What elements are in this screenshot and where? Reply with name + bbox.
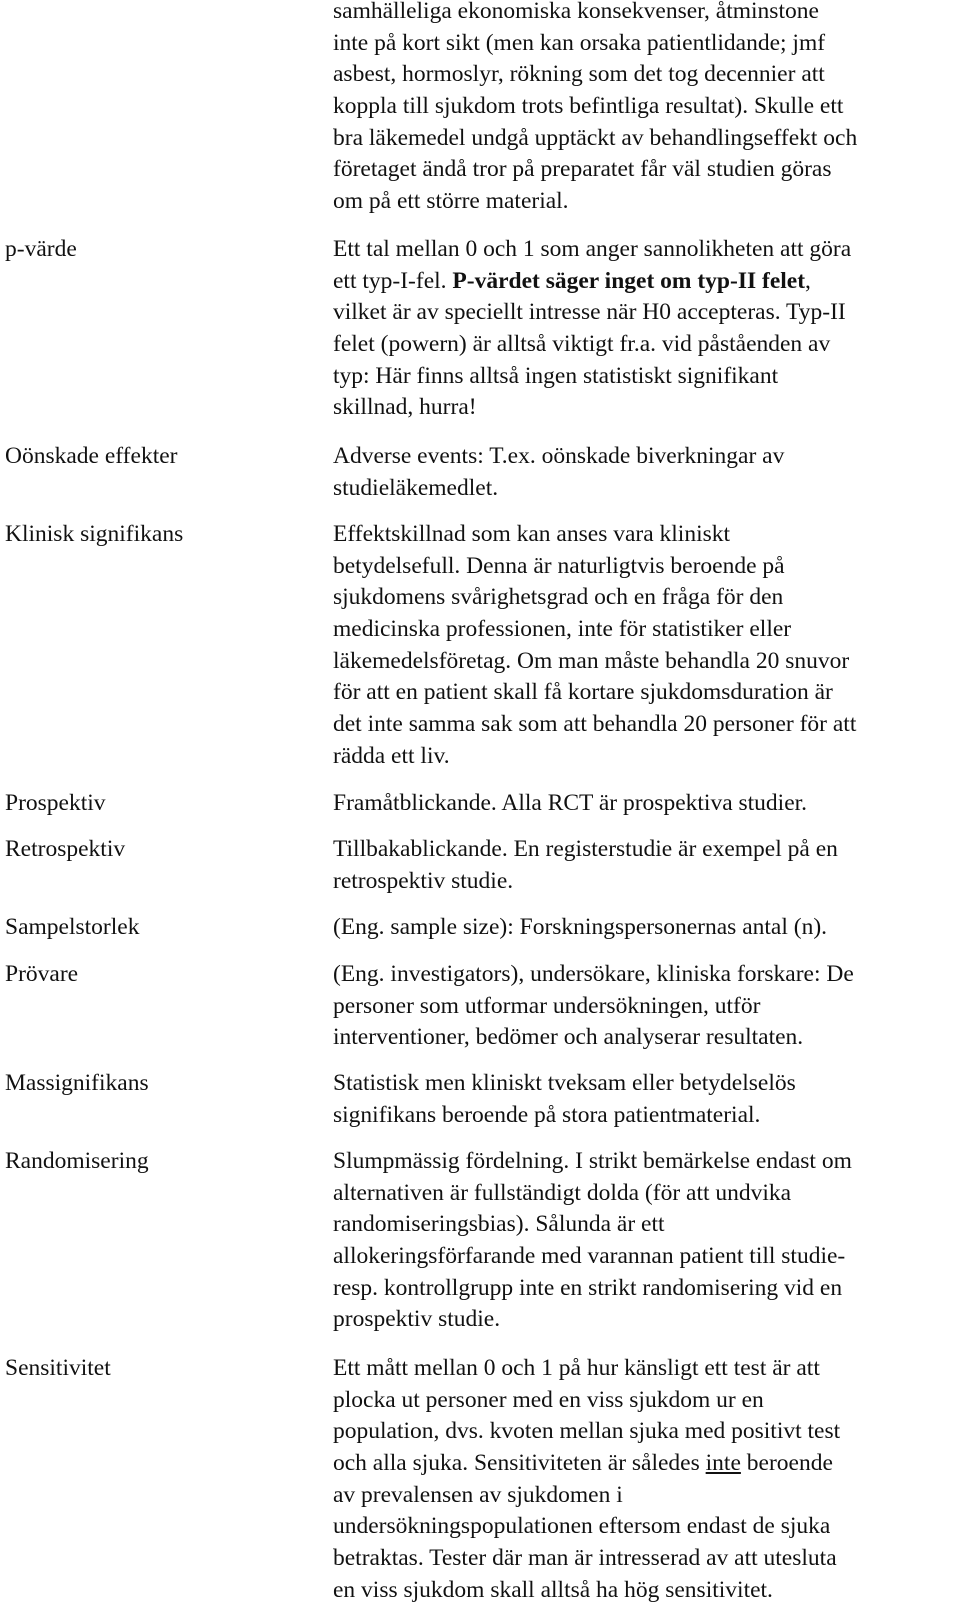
underlined-word: inte [705, 1450, 741, 1477]
definition-text: Ett mått mellan 0 och 1 på hur känsligt ett test är att plocka ut personer med en viss sjukdom ur en population, dvs. kvoten mellan sjuka med positivt test och alla sjuka. Sensitiviteten är således inte beroende av prevalensen av sjukdomen i undersökningspopulationen eftersom endast de sjuka betraktas. Tester där man är intresserad av att utesluta en viss sjukdom skall alltså ha hög sensitivitet. [333, 1355, 841, 1603]
definition-text: Tillbakablickande. En registerstudie är exempel på en retrospektiv studie. [333, 836, 838, 894]
bold-statement: P-värdet säger inget om typ-II felet [452, 267, 806, 294]
definition-text: (Eng. sample size): Forskningspersonernas antal (n). [333, 914, 828, 940]
term-massignifikans: Massignifikans [5, 1070, 149, 1096]
definition-text: Ett tal mellan 0 och 1 som anger sannolikheten att göra ett typ-I-fel. P-värdet säger inget om typ-II felet, vilket är av speciellt intresse när H0 accepteras. Typ-II felet (powern) är alltså viktigt fr.a. vid påståenden av typ: Här finns alltså ingen statistiskt signifikant skillnad, hurra! [333, 236, 852, 421]
definition-text: Statistisk men kliniskt tveksam eller betydelselös signifikans beroende på stora patientmaterial. [333, 1070, 796, 1128]
term-retrospektiv: Retrospektiv [5, 836, 126, 862]
term-randomisering: Randomisering [5, 1148, 149, 1174]
definition-text: Slumpmässig fördelning. I strikt bemärkelse endast om alternativen är fullständigt dolda (för att undvika randomiseringsbias). Sålunda är ett allokeringsförfarande med varannan patient till studie- resp. kontrollgrupp inte en strikt randomisering vid en prospektiv studie. [333, 1148, 852, 1333]
definition-text: Effektskillnad som kan anses vara kliniskt betydelsefull. Denna är naturligtvis beroende på sjukdomens svårighetsgrad och en fråga för den medicinska professionen, inte för statistiker eller läkemedelsföretag. Om man måste behandla 20 snuvor för att en patient skall få kortare sjukdomsduration är det inte samma sak som att behandla 20 personer för att rädda ett liv. [333, 521, 857, 769]
term-provare: Prövare [5, 961, 79, 987]
term-sensitivitet: Sensitivitet [5, 1355, 111, 1381]
term-klinisk-signifikans: Klinisk signifikans [5, 521, 184, 547]
term-sampelstorlek: Sampelstorlek [5, 914, 140, 940]
term-prospektiv: Prospektiv [5, 790, 106, 816]
definition-text: samhälleliga ekonomiska konsekvenser, åtminstone inte på kort sikt (men kan orsaka patientlidande; jmf asbest, hormoslyr, rökning som det tog decennier att koppla till sjukdom trots befintliga resultat). Skulle ett bra läkemedel undgå upptäckt av behandlingseffekt och företaget ändå tror på preparatet får väl studien göras om på ett större material. [333, 0, 858, 215]
term-p-varde: p-värde [5, 236, 77, 262]
term-oonskade-effekter: Oönskade effekter [5, 443, 178, 469]
definition-text: Framåtblickande. Alla RCT är prospektiva studier. [333, 790, 808, 816]
definition-text: Adverse events: T.ex. oönskade biverkningar av studieläkemedlet. [333, 443, 785, 501]
definition-text: (Eng. investigators), undersökare, kliniska forskare: De personer som utformar undersökningen, utför interventioner, bedömer och analyserar resultaten. [333, 961, 854, 1051]
